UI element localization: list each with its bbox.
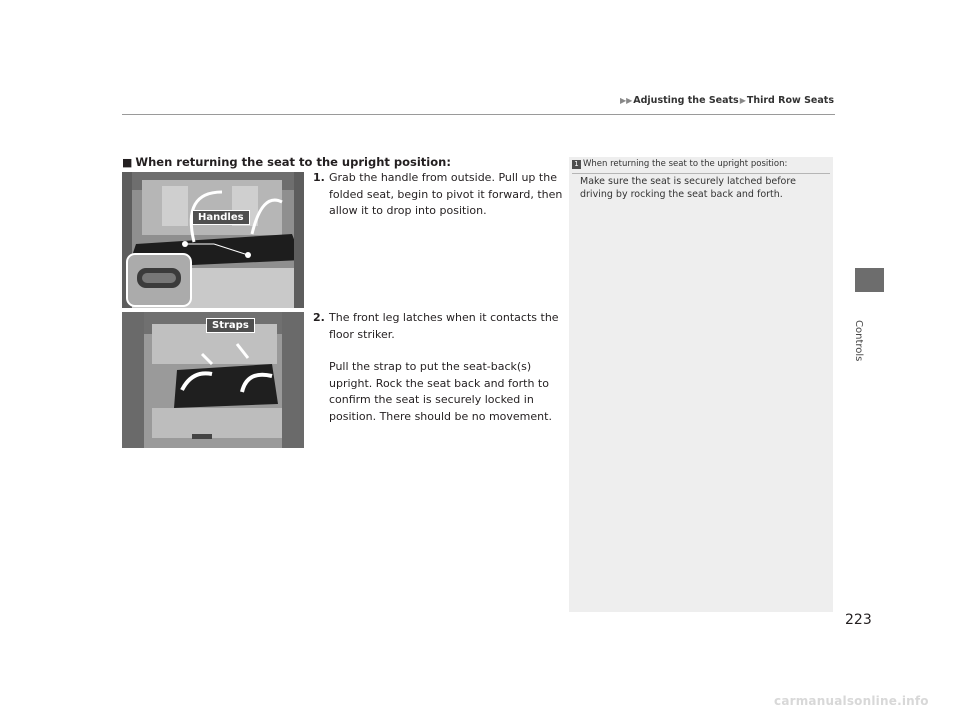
step-text: Grab the handle from outside. Pull up the folded seat, begin to pivot it forward, then allow it to drop into position. [329,171,563,217]
straps-callout: Straps [206,318,255,333]
section-tab-label: Controls [853,320,864,362]
figure-straps [122,312,304,448]
step-number: 1. [313,171,325,184]
breadcrumb [522,95,834,106]
chevron-right-icon: ▶▶ [619,96,633,105]
header-rule [122,114,835,115]
note-panel [569,157,833,612]
step-1 [313,170,563,220]
breadcrumb-section[interactable]: Adjusting the Seats [633,95,739,106]
heading-square-icon: ■ [122,156,133,169]
step-number: 2. [313,311,325,324]
step-text: The front leg latches when it contacts the floor striker. [329,311,559,341]
figure-handles [122,172,304,308]
step-2 [313,310,563,425]
breadcrumb-page[interactable]: Third Row Seats [746,95,834,106]
note-title [572,159,830,174]
watermark: carmanualsonline.info [774,694,929,708]
note-title-text: When returning the seat to the upright position: [583,159,788,169]
section-heading [122,155,451,169]
page-number: 223 [845,612,872,628]
note-marker-icon: 1 [572,160,581,169]
section-tab[interactable] [855,268,884,292]
cargo-area-illustration [122,172,304,308]
step-text-continued: Pull the strap to put the seat-back(s) upright. Rock the seat back and forth to confirm the seat is securely locked in position. There should be no movement. [329,360,552,423]
handles-callout: Handles [192,210,250,225]
note-body: Make sure the seat is securely latched before driving by rocking the seat back and forth. [580,176,796,200]
chevron-right-icon: ▶ [739,96,746,105]
heading-text: When returning the seat to the upright position: [135,155,451,169]
